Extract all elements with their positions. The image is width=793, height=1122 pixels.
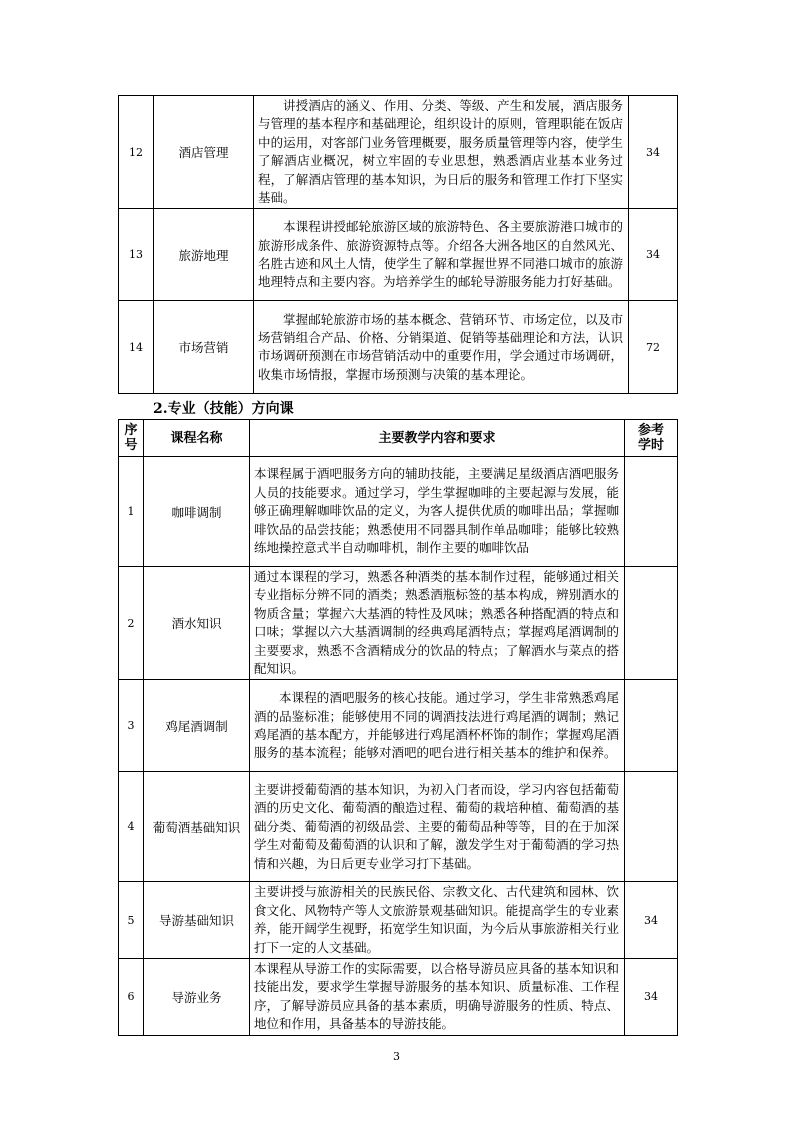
header-name: 课程名称 [144, 420, 250, 457]
course-description: 本课程从导游工作的实际需要，以合格导游员应具备的基本知识和技能出发，要求学生掌握导游服务的基本知识、质量标准、工作程序，了解导游员应具备的基本素质，明确导游服务的性质、特点、地位和作用，具备基本的导游技能。 [250, 959, 625, 1036]
table-row [119, 457, 678, 567]
table-row [119, 209, 678, 301]
course-hours: 72 [629, 301, 678, 394]
header-desc: 主要教学内容和要求 [250, 420, 625, 457]
course-hours: 34 [629, 96, 678, 209]
row-number: 13 [119, 209, 154, 301]
section-title: 2.专业（技能）方向课 [153, 401, 294, 417]
table-row [119, 882, 678, 959]
course-name: 葡萄酒基础知识 [144, 772, 250, 882]
course-name: 导游基础知识 [144, 882, 250, 959]
table-row [119, 301, 678, 394]
course-description: 掌握邮轮旅游市场的基本概念、营销环节、市场定位，以及市场营销组合产品、价格、分销渠道、促销等基础理论和方法，认识市场调研预测在市场营销活动中的重要作用，学会通过市场调研，收集市场情报，掌握市场预测与决策的基本理论。 [254, 301, 629, 394]
row-number: 2 [119, 567, 144, 680]
course-name: 鸡尾酒调制 [144, 680, 250, 772]
course-hours [625, 772, 678, 882]
table-header-row [119, 420, 678, 457]
row-number: 5 [119, 882, 144, 959]
header-no: 序号 [119, 420, 144, 457]
course-description: 本课程的酒吧服务的核心技能。通过学习，学生非常熟悉鸡尾酒的品鉴标准；能够使用不同的调酒技法进行鸡尾酒的调制；熟记鸡尾酒的基本配方，并能够进行鸡尾酒杯杯饰的制作；掌握鸡尾酒服务的基本流程；能够对酒吧的吧台进行相关基本的维护和保养。 [250, 680, 625, 772]
course-description: 讲授酒店的涵义、作用、分类、等级、产生和发展，酒店服务与管理的基本程序和基础理论，组织设计的原则，管理职能在饭店中的运用，对客部门业务管理概要，服务质量管理等内容，使学生了解酒店业概况，树立牢固的专业思想，熟悉酒店业基本业务过程，了解酒店管理的基本知识，为日后的服务和管理工作打下坚实基础。 [254, 96, 629, 209]
course-description: 本课程讲授邮轮旅游区域的旅游特色、各主要旅游港口城市的旅游形成条件、旅游资源特点等。介绍各大洲各地区的自然风光、名胜古迹和风土人情，使学生了解和掌握世界不同港口城市的旅游地理特点和主要内容。为培养学生的邮轮导游服务能力打好基础。 [254, 209, 629, 301]
course-name: 导游业务 [144, 959, 250, 1036]
table-row [119, 680, 678, 772]
course-name: 旅游地理 [154, 209, 254, 301]
course-name: 咖啡调制 [144, 457, 250, 567]
row-number: 3 [119, 680, 144, 772]
page-number: 3 [393, 1050, 400, 1063]
table-row [119, 96, 678, 209]
course-table-general [118, 95, 678, 394]
course-hours [625, 680, 678, 772]
row-number: 1 [119, 457, 144, 567]
course-hours: 34 [629, 209, 678, 301]
row-number: 14 [119, 301, 154, 394]
course-name: 市场营销 [154, 301, 254, 394]
table-row [119, 567, 678, 680]
table-row [119, 772, 678, 882]
course-description: 通过本课程的学习，熟悉各种酒类的基本制作过程，能够通过相关专业指标分辨不同的酒类；熟悉酒瓶标签的基本构成，辨别酒水的物质含量；掌握六大基酒的特性及风味；熟悉各种搭配酒的特点和口味；掌握以六大基酒调制的经典鸡尾酒特点；掌握鸡尾酒调制的主要要求，熟悉不含酒精成分的饮品的特点；了解酒水与菜点的搭配知识。 [250, 567, 625, 680]
row-number: 4 [119, 772, 144, 882]
course-table-specialty [118, 419, 678, 1036]
course-description: 主要讲授与旅游相关的民族民俗、宗教文化、古代建筑和园林、饮食文化、风物特产等人文旅游景观基础知识。能提高学生的专业素养，能开阔学生视野，拓宽学生知识面，为今后从事旅游相关行业打下一定的人文基础。 [250, 882, 625, 959]
course-hours: 34 [625, 882, 678, 959]
course-name: 酒店管理 [154, 96, 254, 209]
course-hours [625, 457, 678, 567]
course-description: 本课程属于酒吧服务方向的辅助技能，主要满足星级酒店酒吧服务人员的技能要求。通过学习，学生掌握咖啡的主要起源与发展，能够正确理解咖啡饮品的定义，为客人提供优质的咖啡出品；掌握咖啡饮品的品尝技能；熟悉使用不同器具制作单品咖啡；能够比较熟练地操控意式半自动咖啡机，制作主要的咖啡饮品 [250, 457, 625, 567]
course-name: 酒水知识 [144, 567, 250, 680]
course-hours [625, 567, 678, 680]
course-description: 主要讲授葡萄酒的基本知识，为初入门者而设，学习内容包括葡萄酒的历史文化、葡萄酒的酿造过程、葡萄的栽培种植、葡萄酒的基础分类、葡萄酒的初级品尝、主要的葡萄品种等等，目的在于加深学生对葡萄及葡萄酒的认识和了解，激发学生对于葡萄酒的学习热情和兴趣，为日后更专业学习打下基础。 [250, 772, 625, 882]
table-row [119, 959, 678, 1036]
row-number: 6 [119, 959, 144, 1036]
course-hours: 34 [625, 959, 678, 1036]
row-number: 12 [119, 96, 154, 209]
header-hours: 参考学时 [625, 420, 678, 457]
